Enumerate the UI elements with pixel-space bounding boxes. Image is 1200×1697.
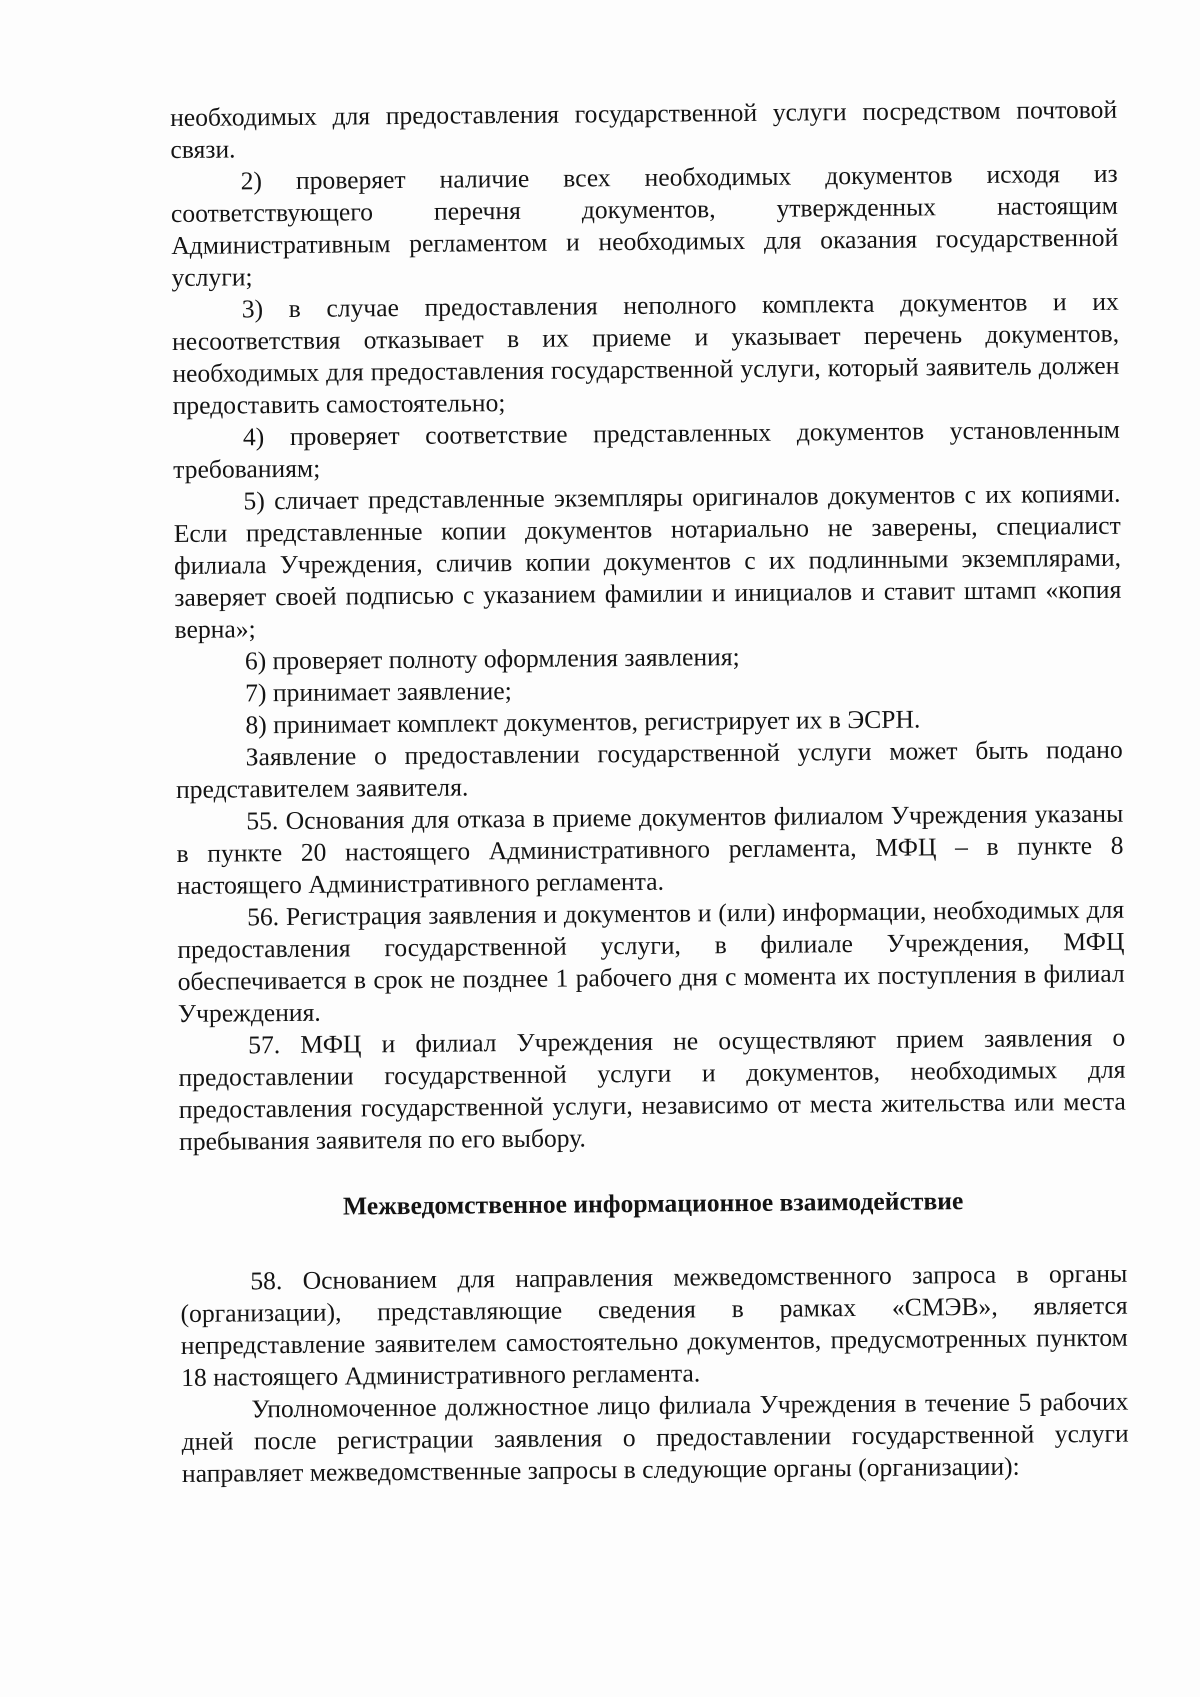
paragraph: Заявление о предоставлении государственной услуги может быть подано представителем заявителя. [175,734,1123,804]
paragraph: 3) в случае предоставления неполного комплекта документов и их несоответствия отказывает в их приеме и указывает перечень документов, необходимых для предоставления государственной услуги, который заявитель должен предоставить самостоятельно; [171,286,1120,420]
paragraph: Уполномоченное должностное лицо филиала Учреждения в течение 5 рабочих дней после регистрации заявления о предоставлении государственной услуги направляет межведомственные запросы в следующие органы (организации): [181,1386,1129,1488]
section-heading: Межведомственное информационное взаимодействие [342,1186,964,1221]
paragraph: 6) проверяет полноту оформления заявления; [244,642,740,676]
paragraph: 57. МФЦ и филиал Учреждения не осуществляют прием заявления о предоставлении государственной услуги и документов, необходимых для предоставления государственной услуги, независимо от места жительства или места пребывания заявителя по его выбору. [178,1022,1126,1156]
paragraphs-after-heading [180,1258,1129,1490]
paragraph: 58. Основанием для направления межведомственного запроса в органы (организации), представляющие сведения в рамках «СМЭВ», является непредставление заявителем самостоятельно документов, предусмотренных пунктом 18 настоящего Административного регламента. [180,1258,1128,1392]
paragraphs-before-heading [170,94,1126,1158]
paragraph: 55. Основания для отказа в приеме документов филиалом Учреждения указаны в пункте 20 настоящего Административного регламента, МФЦ – в пункте 8 настоящего Административного регламента. [176,798,1124,900]
paragraph: 7) принимает заявление; [245,676,512,708]
paragraph: 5) сличает представленные экземпляры оригиналов документов с их копиями. Если представленные копии документов нотариально не заверены, специалист филиала Учреждения, сличив копии документов с их подлинными экземплярами, заверяет своей подписью с указанием фамилии и инициалов и ставит штамп «копия верна»; [173,478,1122,644]
paragraph: 2) проверяет наличие всех необходимых документов исходя из соответствующего перечня документов, утвержденных настоящим Административным регламентом и необходимых для оказания государственной услуги; [170,158,1119,292]
document-body [170,94,1129,1490]
paragraph: 4) проверяет соответствие представленных документов установленным требованиям; [173,414,1121,484]
paragraph: 56. Регистрация заявления и документов и (или) информации, необходимых для предоставления государственной услуги, в филиале Учреждения, МФЦ обеспечивается в срок не позднее 1 рабочего дня с момента их поступления в филиал Учреждения. [177,894,1125,1028]
paragraph: 8) принимает комплект документов, регистрирует их в ЭСРН. [245,704,921,740]
paragraph: необходимых для предоставления государственной услуги посредством почтовой связи. [170,94,1118,164]
